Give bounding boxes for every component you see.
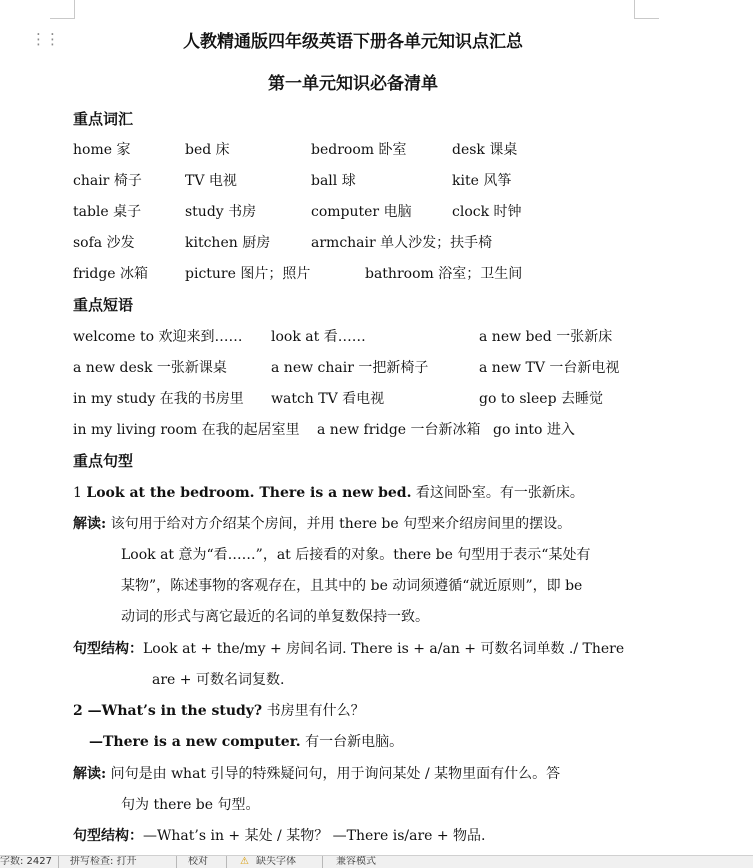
status-divider	[226, 856, 227, 868]
status-divider	[58, 856, 59, 868]
page-corner-mark	[50, 0, 75, 19]
sentence-english: 2 —What’s in the study?	[73, 703, 263, 719]
spell-check-status[interactable]: 拼写检查: 打开	[70, 856, 137, 867]
vocab-item: kitchen 厨房	[185, 235, 271, 251]
explanation-label: 解读:	[73, 516, 107, 532]
structure-label: 句型结构：	[73, 828, 143, 844]
vocab-item: bedroom 卧室	[311, 142, 407, 158]
explanation-line	[73, 763, 560, 783]
phrase-item: go into 进入	[493, 422, 575, 438]
vocab-item: chair 椅子	[73, 173, 142, 189]
compatibility-mode[interactable]: 兼容模式	[336, 856, 376, 867]
explanation-label: 解读:	[73, 766, 107, 782]
section-heading-phrases: 重点短语	[73, 296, 134, 314]
document-title: 人教精通版四年级英语下册各单元知识点汇总	[183, 32, 523, 52]
document-subtitle: 第一单元知识必备清单	[268, 74, 438, 94]
structure-line	[73, 825, 486, 845]
proofread-button[interactable]: 校对	[188, 856, 208, 867]
structure-text: —What’s in + 某处 / 某物？ —There is/are + 物品.	[143, 828, 486, 844]
vocab-item: ball 球	[311, 173, 356, 189]
structure-line	[73, 638, 624, 658]
vocab-item: study 书房	[185, 204, 257, 220]
vocab-item: bathroom 浴室；卫生间	[365, 266, 523, 282]
sentence-chinese: 看这间卧室。有一张新床。	[411, 485, 584, 501]
vocab-item: TV 电视	[185, 173, 237, 189]
structure-label: 句型结构：	[73, 641, 143, 657]
status-divider	[322, 856, 323, 868]
vocab-item: computer 电脑	[311, 204, 412, 220]
explanation-text: 句为 there be 句型。	[121, 797, 260, 813]
phrase-item: look at 看……	[271, 329, 366, 345]
phrase-item: a new TV 一台新电视	[479, 360, 620, 376]
sentence-2-answer	[89, 731, 403, 751]
drag-handle-icon[interactable]: ⋮⋮	[31, 30, 59, 48]
explanation-text: 该句用于给对方介绍某个房间，并用 there be 句型来介绍房间里的摆设。	[106, 516, 572, 532]
phrase-item: a new desk 一张新课桌	[73, 360, 227, 376]
missing-font-button[interactable]: 缺失字体	[256, 856, 296, 867]
explanation-text: 某物”，陈述事物的客观存在，且其中的 be 动词须遵循“就近原则”，即 be	[121, 578, 583, 594]
explanation-text: 问句是由 what 引导的特殊疑问句，用于询问某处 / 某物里面有什么。答	[106, 766, 561, 782]
sentence-chinese: 书房里有什么？	[262, 703, 365, 719]
phrase-item: go to sleep 去睡觉	[479, 391, 603, 407]
sentence-english: —There is a new computer.	[89, 734, 301, 750]
explanation-text: Look at 意为“看……”，at 后接看的对象。there be 句型用于表示“某处有	[121, 547, 591, 563]
sentence-number: 1	[73, 485, 87, 501]
structure-text: Look at + the/my + 房间名词. There is + a/an + 可数名词单数 ./ There	[143, 641, 625, 657]
explanation-line	[73, 513, 571, 533]
status-divider	[176, 856, 177, 868]
word-count[interactable]: 字数: 2427	[0, 856, 52, 867]
section-heading-sentences: 重点句型	[73, 452, 134, 470]
explanation-text: 动词的形式与离它最近的名词的单复数保持一致。	[121, 609, 429, 625]
vocab-item: bed 床	[185, 142, 230, 158]
phrase-item: in my living room 在我的起居室里	[73, 422, 300, 438]
sentence-chinese: 有一台新电脑。	[300, 734, 404, 750]
phrase-item: watch TV 看电视	[271, 391, 385, 407]
vocab-item: home 家	[73, 142, 131, 158]
vocab-item: fridge 冰箱	[73, 266, 149, 282]
vocab-item: clock 时钟	[452, 204, 522, 220]
phrase-item: a new fridge 一台新冰箱	[317, 422, 481, 438]
phrase-item: in my study 在我的书房里	[73, 391, 244, 407]
phrase-item: a new bed 一张新床	[479, 329, 613, 345]
page-corner-mark	[634, 0, 659, 19]
status-bar	[0, 855, 753, 868]
section-heading-vocab: 重点词汇	[73, 110, 134, 128]
vocab-item: table 桌子	[73, 204, 142, 220]
vocab-item: armchair 单人沙发；扶手椅	[311, 235, 493, 251]
sentence-english: Look at the bedroom. There is a new bed.	[86, 485, 412, 501]
vocab-item: desk 课桌	[452, 142, 518, 158]
phrase-item: welcome to 欢迎来到……	[73, 329, 243, 345]
structure-text: are + 可数名词复数.	[152, 672, 285, 688]
warning-icon: ⚠	[240, 856, 249, 867]
vocab-item: kite 风筝	[452, 173, 512, 189]
sentence-2-question	[73, 700, 365, 720]
vocab-item: picture 图片；照片	[185, 266, 311, 282]
vocab-item: sofa 沙发	[73, 235, 135, 251]
sentence-1	[73, 482, 584, 502]
phrase-item: a new chair 一把新椅子	[271, 360, 429, 376]
